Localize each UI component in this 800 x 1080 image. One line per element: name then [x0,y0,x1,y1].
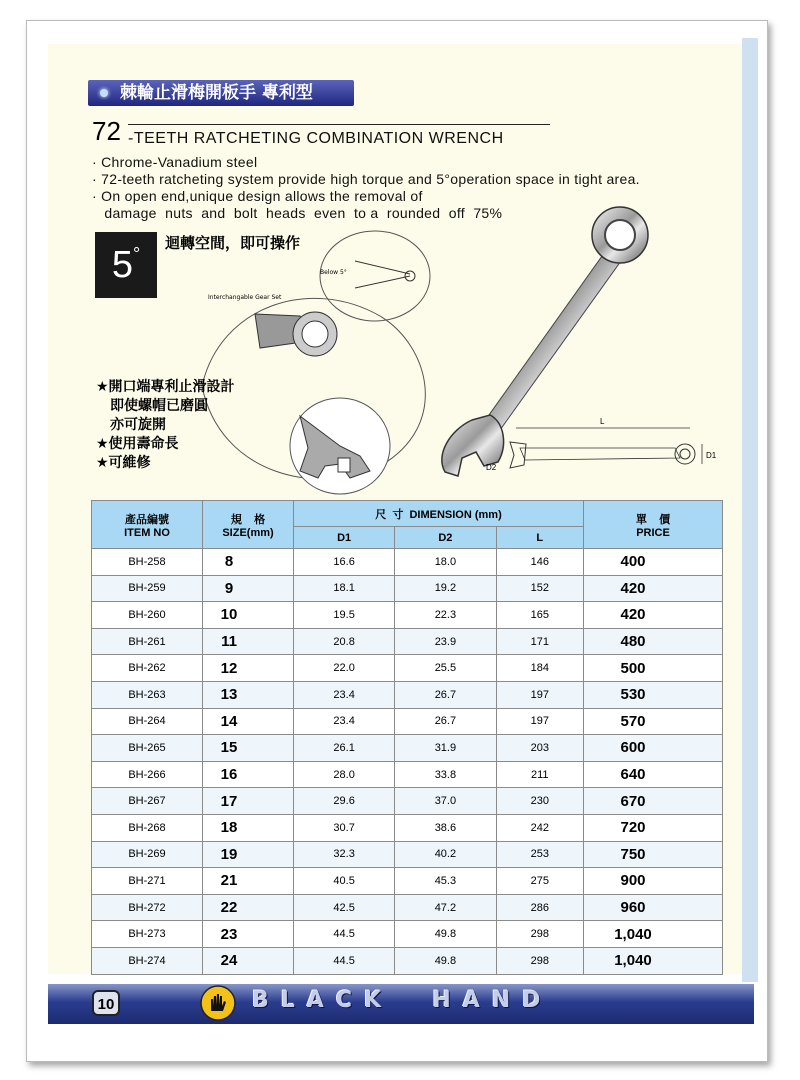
cell-d1: 32.3 [294,841,395,868]
cell-price: 600 [584,735,723,762]
cell-l: 275 [496,868,583,895]
cell-price: 420 [584,602,723,629]
cell-d2: 26.7 [395,708,496,735]
cell-d2: 45.3 [395,868,496,895]
table-row [92,735,723,762]
cell-l: 184 [496,655,583,682]
table-row [92,814,723,841]
table-row [92,549,723,576]
table-row [92,921,723,948]
cell-d1: 30.7 [294,814,395,841]
header-item-en: ITEM NO [124,526,170,539]
table-row [92,681,723,708]
ratchet-opening [605,220,635,250]
cell-d1: 44.5 [294,921,395,948]
cell-d1: 19.5 [294,602,395,629]
cell-price: 1,040 [584,947,723,974]
cell-size: 22 [203,894,294,921]
cell-d2: 47.2 [395,894,496,921]
cell-d2: 19.2 [395,575,496,602]
cell-d2: 26.7 [395,681,496,708]
rotation-badge [95,232,157,298]
d1-label: D1 [706,451,717,460]
highlight-item: ★可維修 [96,455,151,471]
table-row [92,788,723,815]
below-label: Below 5° [320,269,347,276]
cell-d1: 23.4 [294,681,395,708]
cell-d2: 22.3 [395,602,496,629]
cell-l: 298 [496,947,583,974]
cell-size: 13 [203,681,294,708]
cell-price: 750 [584,841,723,868]
cell-d2: 37.0 [395,788,496,815]
cell-l: 165 [496,602,583,629]
cell-size: 15 [203,735,294,762]
open-end-outline [510,442,526,468]
cell-item: BH-269 [92,841,203,868]
header-size [203,501,294,549]
cell-size: 17 [203,788,294,815]
header-dimension: 尺 寸 DIMENSION (mm) [294,501,584,527]
cell-price: 640 [584,761,723,788]
d2-label: D2 [486,463,497,472]
table-row [92,947,723,974]
cell-price: 670 [584,788,723,815]
highlight-list [96,378,235,473]
model-number: 72 [92,116,121,146]
cell-d2: 38.6 [395,814,496,841]
section-title-text: 棘輪止滑梅開板手 專利型 [120,83,313,103]
header-size-en: SIZE(mm) [222,526,274,539]
cell-size: 8 [203,549,294,576]
feature-item: · Chrome-Vanadium steel [92,154,258,170]
feature-item: · On open end,unique design allows the removal of [92,188,423,204]
cell-item: BH-263 [92,681,203,708]
header-price-en: PRICE [636,526,670,539]
cell-d2: 49.8 [395,921,496,948]
cell-d2: 25.5 [395,655,496,682]
cell-l: 203 [496,735,583,762]
header-item [92,501,203,549]
cell-item: BH-259 [92,575,203,602]
table-row [92,841,723,868]
cell-price: 900 [584,868,723,895]
cell-l: 286 [496,894,583,921]
rotation-label: 迴轉空間，即可操作 [165,234,301,252]
header-d2: D2 [395,527,496,549]
cell-size: 10 [203,602,294,629]
cell-l: 171 [496,628,583,655]
table-row [92,761,723,788]
cell-d1: 44.5 [294,947,395,974]
cell-price: 1,040 [584,921,723,948]
section-title [88,80,354,106]
header-l: L [496,527,583,549]
cell-l: 146 [496,549,583,576]
cell-size: 24 [203,947,294,974]
cell-price: 570 [584,708,723,735]
header-price [584,501,723,549]
cell-size: 11 [203,628,294,655]
cell-d2: 31.9 [395,735,496,762]
cell-item: BH-271 [92,868,203,895]
product-title: -TEETH RATCHETING COMBINATION WRENCH [128,130,504,147]
cell-l: 152 [496,575,583,602]
cell-item: BH-262 [92,655,203,682]
cell-d1: 28.0 [294,761,395,788]
header-item-cn: 產品編號 [125,513,169,526]
cell-item: BH-272 [92,894,203,921]
cell-d1: 23.4 [294,708,395,735]
cell-item: BH-260 [92,602,203,629]
cell-item: BH-273 [92,921,203,948]
spec-table [91,500,723,975]
cell-item: BH-264 [92,708,203,735]
degree-symbol: ° [132,244,141,264]
ring-opening-outline [680,449,690,459]
cell-d1: 29.6 [294,788,395,815]
cell-size: 18 [203,814,294,841]
wrench-outline [520,448,680,460]
feature-item: damage nuts and bolt heads even to a rounded off 75% [96,205,503,221]
cell-price: 480 [584,628,723,655]
cell-l: 211 [496,761,583,788]
page-number: 10 [92,990,120,1016]
cell-price: 720 [584,814,723,841]
cell-size: 14 [203,708,294,735]
cell-price: 530 [584,681,723,708]
highlight-item: ★使用壽命長 [96,436,179,452]
cell-item: BH-261 [92,628,203,655]
brand-name: BLACK HAND [252,988,553,1013]
side-stripe [742,38,758,982]
header-price-cn: 單 價 [635,513,671,526]
cell-d2: 23.9 [395,628,496,655]
cell-d1: 18.1 [294,575,395,602]
black-hand-logo [200,985,236,1021]
highlight-item: ★開口端專利止滑設計 [96,379,235,395]
cell-price: 960 [584,894,723,921]
bullet-dot-icon [100,89,108,97]
header-size-cn: 規 格 [230,513,266,526]
cell-item: BH-258 [92,549,203,576]
dimension-diagram [480,410,730,490]
cell-l: 242 [496,814,583,841]
table-row [92,868,723,895]
header-d1: D1 [294,527,395,549]
cell-item: BH-265 [92,735,203,762]
cell-size: 12 [203,655,294,682]
cell-d1: 40.5 [294,868,395,895]
cell-size: 16 [203,761,294,788]
table-row [92,628,723,655]
cell-d1: 20.8 [294,628,395,655]
cell-l: 197 [496,708,583,735]
rotation-degrees: 5 [111,244,133,286]
cell-price: 420 [584,575,723,602]
cell-d2: 33.8 [395,761,496,788]
cell-d1: 42.5 [294,894,395,921]
cell-size: 23 [203,921,294,948]
cell-size: 21 [203,868,294,895]
cell-l: 230 [496,788,583,815]
length-label: L [600,417,605,426]
heading-rule [128,124,550,125]
cell-d1: 16.6 [294,549,395,576]
cell-size: 9 [203,575,294,602]
table-row [92,894,723,921]
cell-item: BH-274 [92,947,203,974]
cell-d2: 40.2 [395,841,496,868]
table-row [92,575,723,602]
cell-item: BH-267 [92,788,203,815]
cell-d1: 22.0 [294,655,395,682]
highlight-item: 即使螺帽已磨圓 [110,398,208,414]
gear-label: Interchangable Gear Set [208,294,282,301]
cell-d1: 26.1 [294,735,395,762]
cell-l: 197 [496,681,583,708]
feature-item: · 72-teeth ratcheting system provide high torque and 5°operation space in tight area. [92,171,640,187]
cell-d2: 18.0 [395,549,496,576]
cell-d2: 49.8 [395,947,496,974]
cell-size: 19 [203,841,294,868]
gear-set-icon [255,312,337,356]
cell-item: BH-266 [92,761,203,788]
table-row [92,655,723,682]
highlight-item: 亦可旋開 [110,417,166,433]
cell-price: 400 [584,549,723,576]
cell-l: 253 [496,841,583,868]
wrench-shaft [484,242,626,430]
cell-price: 500 [584,655,723,682]
table-row [92,708,723,735]
cell-l: 298 [496,921,583,948]
cell-item: BH-268 [92,814,203,841]
table-row [92,602,723,629]
